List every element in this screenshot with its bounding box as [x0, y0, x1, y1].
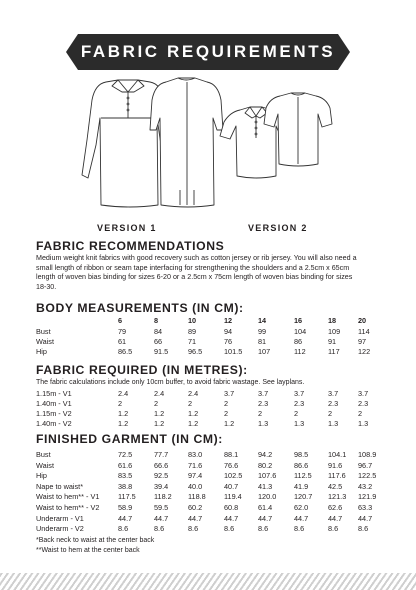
- row-label: 1.15m - V2: [36, 409, 72, 418]
- table-cell: 76: [224, 337, 233, 346]
- table-cell: 8.6: [328, 524, 339, 534]
- table-cell: 97: [358, 337, 367, 346]
- table-cell: 2.3: [294, 399, 305, 408]
- table-cell: 71: [188, 337, 197, 346]
- table-cell: 97.4: [188, 471, 203, 481]
- table-cell: 44.7: [258, 513, 273, 523]
- recommendations-line: Medium weight knit fabrics with good recovery such as cotton jersey or rib jersey. You will also need a: [36, 254, 357, 262]
- row-label: Bust: [36, 450, 51, 459]
- table-cell: 63.3: [358, 503, 373, 512]
- table-cell: 2: [358, 409, 363, 418]
- table-cell: 10: [188, 316, 197, 325]
- row-label: Bust: [36, 327, 51, 336]
- table-cell: 83.5: [118, 471, 133, 481]
- table-cell: 8.6: [358, 524, 369, 534]
- table-cell: 8: [154, 316, 159, 325]
- row-label: Waist to hem** - V1: [36, 492, 100, 502]
- table-cell: 86: [294, 337, 303, 346]
- table-cell: 112: [294, 347, 306, 356]
- table-cell: 2.4: [118, 389, 129, 398]
- table-cell: 1.3: [328, 419, 339, 428]
- row-label: Waist to hem** - V2: [36, 503, 100, 512]
- table-cell: 6: [118, 316, 123, 325]
- table-cell: 8.6: [258, 524, 269, 534]
- table-cell: 99: [258, 327, 267, 336]
- table-cell: 3.7: [358, 389, 369, 398]
- table-cell: 8.6: [224, 524, 235, 534]
- table-cell: 1.2: [118, 419, 129, 428]
- version-1-back-drawing: [150, 78, 223, 207]
- table-cell: 112.5: [294, 471, 312, 481]
- table-cell: 121.3: [328, 492, 347, 502]
- table-cell: 91: [328, 337, 337, 346]
- version-2-label: VERSION 2: [248, 223, 308, 233]
- table-cell: 86.6: [294, 460, 309, 470]
- table-cell: 3.7: [258, 389, 269, 398]
- table-cell: 118.2: [154, 492, 172, 502]
- table-cell: 94.2: [258, 450, 273, 459]
- recommendations-text: [36, 254, 384, 292]
- fabric-required-note: The fabric calculations include only 10cm buffer, to avoid fabric wastage. See layplans.: [36, 379, 305, 386]
- table-cell: 40.7: [224, 481, 239, 491]
- row-label: 1.40m - V2: [36, 419, 72, 428]
- row-label: Waist: [36, 337, 54, 346]
- table-cell: 91.6: [328, 460, 343, 470]
- table-cell: 39.4: [154, 481, 169, 491]
- table-cell: 1.2: [224, 419, 235, 428]
- table-cell: 107.6: [258, 471, 277, 481]
- table-cell: 41.9: [294, 481, 309, 491]
- table-cell: 117.5: [118, 492, 136, 502]
- row-label: Underarm - V2: [36, 524, 84, 534]
- table-cell: 40.0: [188, 481, 203, 491]
- table-cell: 104: [294, 327, 307, 336]
- row-label: Hip: [36, 347, 47, 356]
- table-cell: 44.7: [328, 513, 343, 523]
- table-cell: 44.7: [188, 513, 203, 523]
- table-cell: 120.7: [294, 492, 313, 502]
- table-cell: 79: [118, 327, 127, 336]
- table-cell: 60.2: [188, 503, 203, 512]
- table-cell: 20: [358, 316, 367, 325]
- table-cell: 12: [224, 316, 233, 325]
- table-cell: 2.4: [154, 389, 165, 398]
- version-1-label: VERSION 1: [97, 223, 157, 233]
- table-cell: 44.7: [224, 513, 239, 523]
- table-cell: 44.7: [294, 513, 309, 523]
- table-cell: 89: [188, 327, 197, 336]
- table-cell: 14: [258, 316, 267, 325]
- recommendations-line: length of woven bias binding for sizes 6-20 or a 2.5cm x 75cm length of woven bias binding for sizes: [36, 273, 353, 281]
- table-cell: 1.2: [154, 409, 165, 418]
- table-cell: 1.2: [154, 419, 165, 428]
- table-cell: 92.5: [154, 471, 169, 481]
- table-cell: 98.5: [294, 450, 309, 459]
- table-cell: 86.5: [118, 347, 133, 356]
- table-cell: 122: [358, 347, 371, 356]
- table-cell: 2: [224, 409, 229, 418]
- table-cell: 1.3: [358, 419, 369, 428]
- table-cell: 61.4: [258, 503, 273, 512]
- table-cell: 72.5: [118, 450, 133, 459]
- table-cell: 84: [154, 327, 163, 336]
- body-measurements-heading: BODY MEASUREMENTS (IN CM):: [36, 301, 244, 315]
- table-cell: 107: [258, 347, 271, 356]
- recommendations-line: small length of ribbon or seam tape interfacing for strengthening the shoulders and a 2.5cm x 65cm: [36, 263, 350, 272]
- table-cell: 42.5: [328, 481, 343, 491]
- table-cell: 119.4: [224, 492, 242, 502]
- table-cell: 2.4: [188, 389, 199, 398]
- table-cell: 62.0: [294, 503, 309, 512]
- table-cell: 8.6: [294, 524, 305, 534]
- table-cell: 61.6: [118, 460, 133, 470]
- fabric-required-heading: FABRIC REQUIRED (IN METRES):: [36, 363, 248, 377]
- table-cell: 2: [258, 409, 263, 418]
- table-cell: 8.6: [188, 524, 199, 534]
- table-cell: 3.7: [294, 389, 305, 398]
- table-cell: 38.8: [118, 481, 133, 491]
- table-cell: 80.2: [258, 460, 273, 470]
- table-cell: 96.7: [358, 460, 373, 470]
- row-label: 1.15m - V1: [36, 389, 72, 398]
- table-cell: 59.5: [154, 503, 169, 512]
- table-cell: 2: [328, 409, 333, 418]
- table-cell: 2: [154, 399, 159, 408]
- table-cell: 58.9: [118, 503, 133, 512]
- table-cell: 1.2: [188, 409, 199, 418]
- table-cell: 8.6: [118, 524, 129, 534]
- table-cell: 41.3: [258, 481, 273, 491]
- table-cell: 121.9: [358, 492, 377, 502]
- finished-garment-heading: FINISHED GARMENT (IN CM):: [36, 432, 223, 446]
- table-cell: 66: [154, 337, 163, 346]
- table-cell: 71.6: [188, 460, 203, 470]
- table-cell: 2: [188, 399, 193, 408]
- row-label: Waist: [36, 460, 54, 470]
- row-label: Hip: [36, 471, 47, 481]
- table-cell: 60.8: [224, 503, 239, 512]
- table-cell: 2.3: [358, 399, 369, 408]
- table-cell: 118.8: [188, 492, 206, 502]
- garment-illustration: [0, 0, 416, 240]
- table-cell: 43.2: [358, 481, 373, 491]
- row-label: Nape to waist*: [36, 481, 84, 491]
- table-cell: 108.9: [358, 450, 377, 459]
- table-cell: 8.6: [154, 524, 165, 534]
- table-cell: 117: [328, 347, 340, 356]
- table-cell: 3.7: [224, 389, 235, 398]
- table-cell: 2.3: [328, 399, 339, 408]
- table-cell: 61: [118, 337, 127, 346]
- table-cell: 18: [328, 316, 337, 325]
- table-cell: 62.6: [328, 503, 343, 512]
- table-cell: 66.6: [154, 460, 169, 470]
- table-cell: 122.5: [358, 471, 377, 481]
- table-cell: 88.1: [224, 450, 239, 459]
- table-cell: 44.7: [358, 513, 373, 523]
- table-cell: 114: [358, 327, 370, 336]
- table-cell: 44.7: [118, 513, 133, 523]
- table-cell: 81: [258, 337, 267, 346]
- table-cell: 2: [224, 399, 229, 408]
- table-cell: 1.3: [258, 419, 269, 428]
- row-label: Underarm - V1: [36, 513, 84, 523]
- table-cell: 96.5: [188, 347, 203, 356]
- table-cell: 109: [328, 327, 341, 336]
- garment-footnote: **Waist to hem at the center back: [36, 547, 140, 554]
- table-cell: 1.2: [188, 419, 199, 428]
- table-cell: 91.5: [154, 347, 169, 356]
- decorative-stripe: [0, 573, 416, 590]
- table-cell: 3.7: [328, 389, 339, 398]
- garment-footnote: *Back neck to waist at the center back: [36, 537, 155, 544]
- table-cell: 2: [118, 399, 123, 408]
- table-cell: 76.6: [224, 460, 239, 470]
- table-cell: 2.3: [258, 399, 269, 408]
- table-cell: 104.1: [328, 450, 347, 459]
- recommendations-line: 18-30.: [36, 282, 57, 291]
- table-cell: 94: [224, 327, 233, 336]
- table-cell: 102.5: [224, 471, 243, 481]
- table-cell: 101.5: [224, 347, 243, 356]
- table-cell: 2: [294, 409, 299, 418]
- table-cell: 1.2: [118, 409, 129, 418]
- row-label: 1.40m - V1: [36, 399, 72, 408]
- table-cell: 44.7: [154, 513, 169, 523]
- table-cell: 16: [294, 316, 303, 325]
- recommendations-heading: FABRIC RECOMMENDATIONS: [36, 239, 225, 253]
- table-cell: 1.3: [294, 419, 305, 428]
- table-cell: 117.6: [328, 471, 346, 481]
- table-cell: 120.0: [258, 492, 277, 502]
- page-title: FABRIC REQUIREMENTS: [80, 42, 336, 61]
- table-cell: 83.0: [188, 450, 203, 459]
- table-cell: 77.7: [154, 450, 169, 459]
